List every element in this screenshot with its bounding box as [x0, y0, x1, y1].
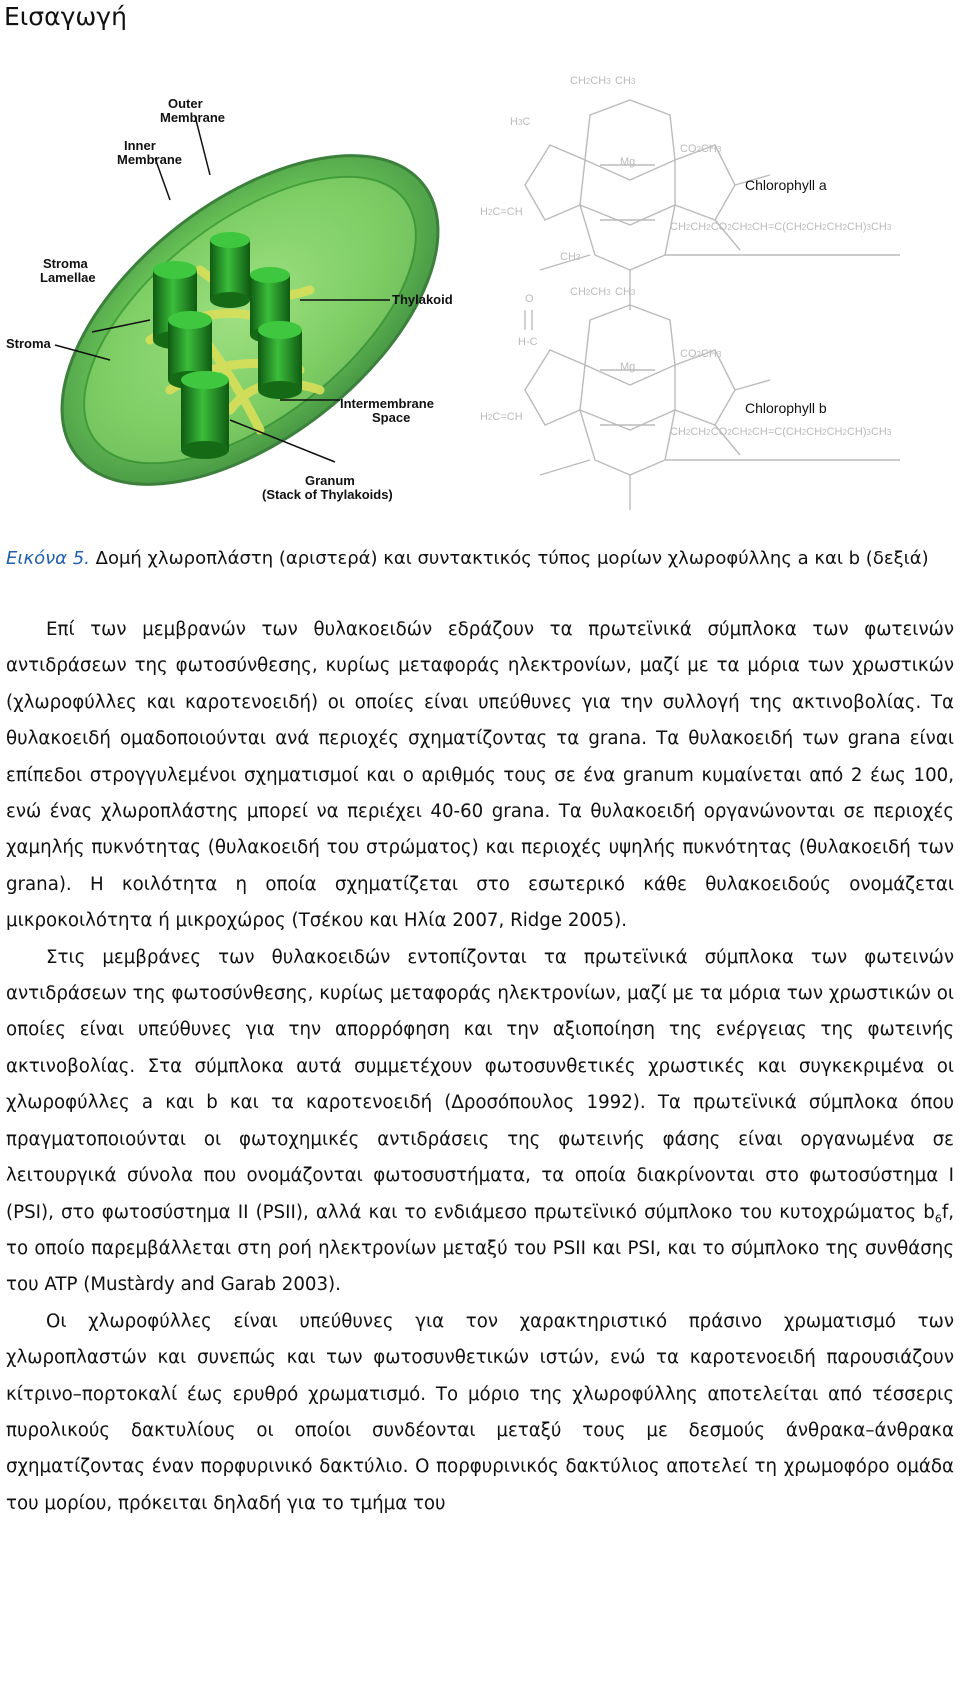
svg-text:H3C: H3C	[510, 116, 531, 128]
svg-text:CH3: CH3	[615, 286, 636, 298]
caption-text: Δομή χλωροπλάστη (αριστερά) και συντακτικός τύπος μορίων χλωροφύλλης a και b (δεξιά)	[89, 548, 929, 569]
svg-text:H2C=CH: H2C=CH	[480, 411, 523, 423]
chlorophyll-a-label: Chlorophyll a	[745, 177, 827, 193]
paragraph-2-subscript: 6	[934, 1212, 942, 1226]
svg-text:O: O	[525, 293, 534, 305]
label-stroma: Stroma	[6, 336, 51, 351]
paragraph-2-part-b: f, το οποίο παρεμβάλλεται στη ροή ηλεκτρονίων μεταξύ του PSII και PSI, και το σύμπλοκο της συνθάσης του ATP (Mustàrdy and Garab 2003).	[6, 1201, 954, 1296]
svg-text:CH2CH2CO2CH2CH=C(CH2CH2CH2CH)3: CH2CH2CO2CH2CH=C(CH2CH2CH2CH)3CH3	[670, 221, 892, 233]
chloroplast-illustration	[0, 70, 480, 520]
label-intermembrane-2: Space	[372, 410, 411, 425]
svg-text:H-C: H-C	[518, 336, 538, 348]
label-outer-membrane-1: Outer	[168, 96, 203, 111]
label-outer-membrane-2: Membrane	[160, 110, 226, 125]
chlorophyll-a-structure	[525, 100, 900, 310]
caption-label: Εικόνα 5.	[6, 548, 90, 569]
label-granum-2: (Stack of Thylakoids)	[262, 487, 393, 502]
svg-text:Mg: Mg	[620, 156, 636, 168]
paragraph-2	[6, 940, 954, 1304]
figure-caption	[6, 548, 956, 569]
label-granum-1: Granum	[305, 473, 355, 488]
svg-text:CH2CH3: CH2CH3	[570, 75, 611, 87]
label-stroma-lamellae-2: Lamellae	[40, 270, 96, 285]
chlorophyll-b-structure	[525, 305, 900, 510]
label-stroma-lamellae-1: Stroma	[43, 256, 88, 271]
chlorophyll-b-label: Chlorophyll b	[745, 400, 827, 416]
figure	[0, 70, 960, 520]
body-text	[6, 612, 954, 1522]
svg-text:CO2CH3: CO2CH3	[680, 348, 722, 360]
label-inner-membrane-2: Membrane	[117, 152, 183, 167]
label-thylakoid: Thylakoid	[392, 292, 453, 307]
label-inner-membrane-1: Inner	[124, 138, 156, 153]
svg-text:CO2CH3: CO2CH3	[680, 143, 722, 155]
page-title: Εισαγωγή	[4, 2, 127, 31]
label-intermembrane-1: Intermembrane	[340, 396, 434, 411]
svg-text:CH2CH3: CH2CH3	[570, 286, 611, 298]
svg-text:CH3: CH3	[615, 75, 636, 87]
paragraph-2-part-a: Στις μεμβράνες των θυλακοειδών εντοπίζονται τα πρωτεϊνικά σύμπλοκα των φωτεινών αντιδράσεων της φωτοσύνθεσης, κυρίως μεταφοράς ηλεκτρονίων, μαζί με τα μόρια των χρωστικών οι οποίες είναι υπεύθυνες για την απορρόφηση και την αξιοποίηση της ενέργειας της φωτεινής ακτινοβολίας. Στα σύμπλοκα αυτά συμμετέχουν φωτοσυνθετικές χρωστικές και συγκεκριμένα οι χλωροφύλλες a και b και τα καροτενοειδή (Δροσόπουλος 1992). Τα πρωτεϊνικά σύμπλοκα όπου πραγματοποιούνται οι φωτοχημικές αντιδράσεις της φωτεινής φάσης είναι οργανωμένα σε λειτουργικά σύνολα που ονομάζονται φωτοσυστήματα, τα οποία διακρίνονται στο φωτοσύστημα I (PSI), στο φωτοσύστημα II (PSII), αλλά και το ενδιάμεσο πρωτεϊνικό σύμπλοκο του κυτοχρώματος b	[6, 946, 954, 1223]
chlorophyll-structures	[480, 70, 960, 520]
paragraph-3: Οι χλωροφύλλες είναι υπεύθυνες για τον χαρακτηριστικό πράσινο χρωματισμό των χλωροπλαστών και συνεπώς και των φωτοσυνθετικών ιστών, ενώ τα καροτενοειδή παρουσιάζουν κίτρινο–πορτοκαλί έως ερυθρό χρωματισμό. Το μόριο της χλωροφύλλης αποτελείται από τέσσερις πυρολικούς δακτυλίους οι οποίοι συνδέονται μεταξύ τους με δεσμούς άνθρακα–άνθρακα σχηματίζοντας έναν πορφυρινικό δακτύλιο. Ο πορφυρινικός δακτύλιος αποτελεί τη χρωμοφόρο ομάδα του μορίου, πρόκειται δηλαδή για το τμήμα του	[6, 1310, 954, 1514]
paragraph-1: Επί των μεμβρανών των θυλακοειδών εδράζουν τα πρωτεϊνικά σύμπλοκα των φωτεινών αντιδράσεων της φωτοσύνθεσης, κυρίως μεταφοράς ηλεκτρονίων, μαζί με τα μόρια των χρωστικών (χλωροφύλλες και καροτενοειδή) οι οποίες είναι υπεύθυνες για την συλλογή της ακτινοβολίας. Τα θυλακοειδή ομαδοποιούνται ανά περιοχές σχηματίζοντας τα grana. Τα θυλακοειδή των grana είναι επίπεδοι στρογγυλεμένοι σχηματισμοί και ο αριθμός τους σε ένα granum κυμαίνεται από 2 έως 100, ενώ ένας χλωροπλάστης μπορεί να περιέχει 40-60 grana. Τα θυλακοειδή οργανώνονται σε περιοχές χαμηλής πυκνότητας (θυλακοειδή του στρώματος) και περιοχές υψηλής πυκνότητας (θυλακοειδή των grana). Η κοιλότητα η οποία σχηματίζεται στο εσωτερικό κάθε θυλακοειδούς ονομάζεται μικροκοιλότητα ή μικροχώρος (Τσέκου και Ηλία 2007, Ridge 2005).	[6, 619, 954, 932]
svg-text:Mg: Mg	[620, 361, 636, 373]
svg-text:H2C=CH: H2C=CH	[480, 206, 523, 218]
svg-text:CH3: CH3	[560, 251, 581, 263]
svg-text:CH2CH2CO2CH2CH=C(CH2CH2CH2CH)3: CH2CH2CO2CH2CH=C(CH2CH2CH2CH)3CH3	[670, 426, 892, 438]
